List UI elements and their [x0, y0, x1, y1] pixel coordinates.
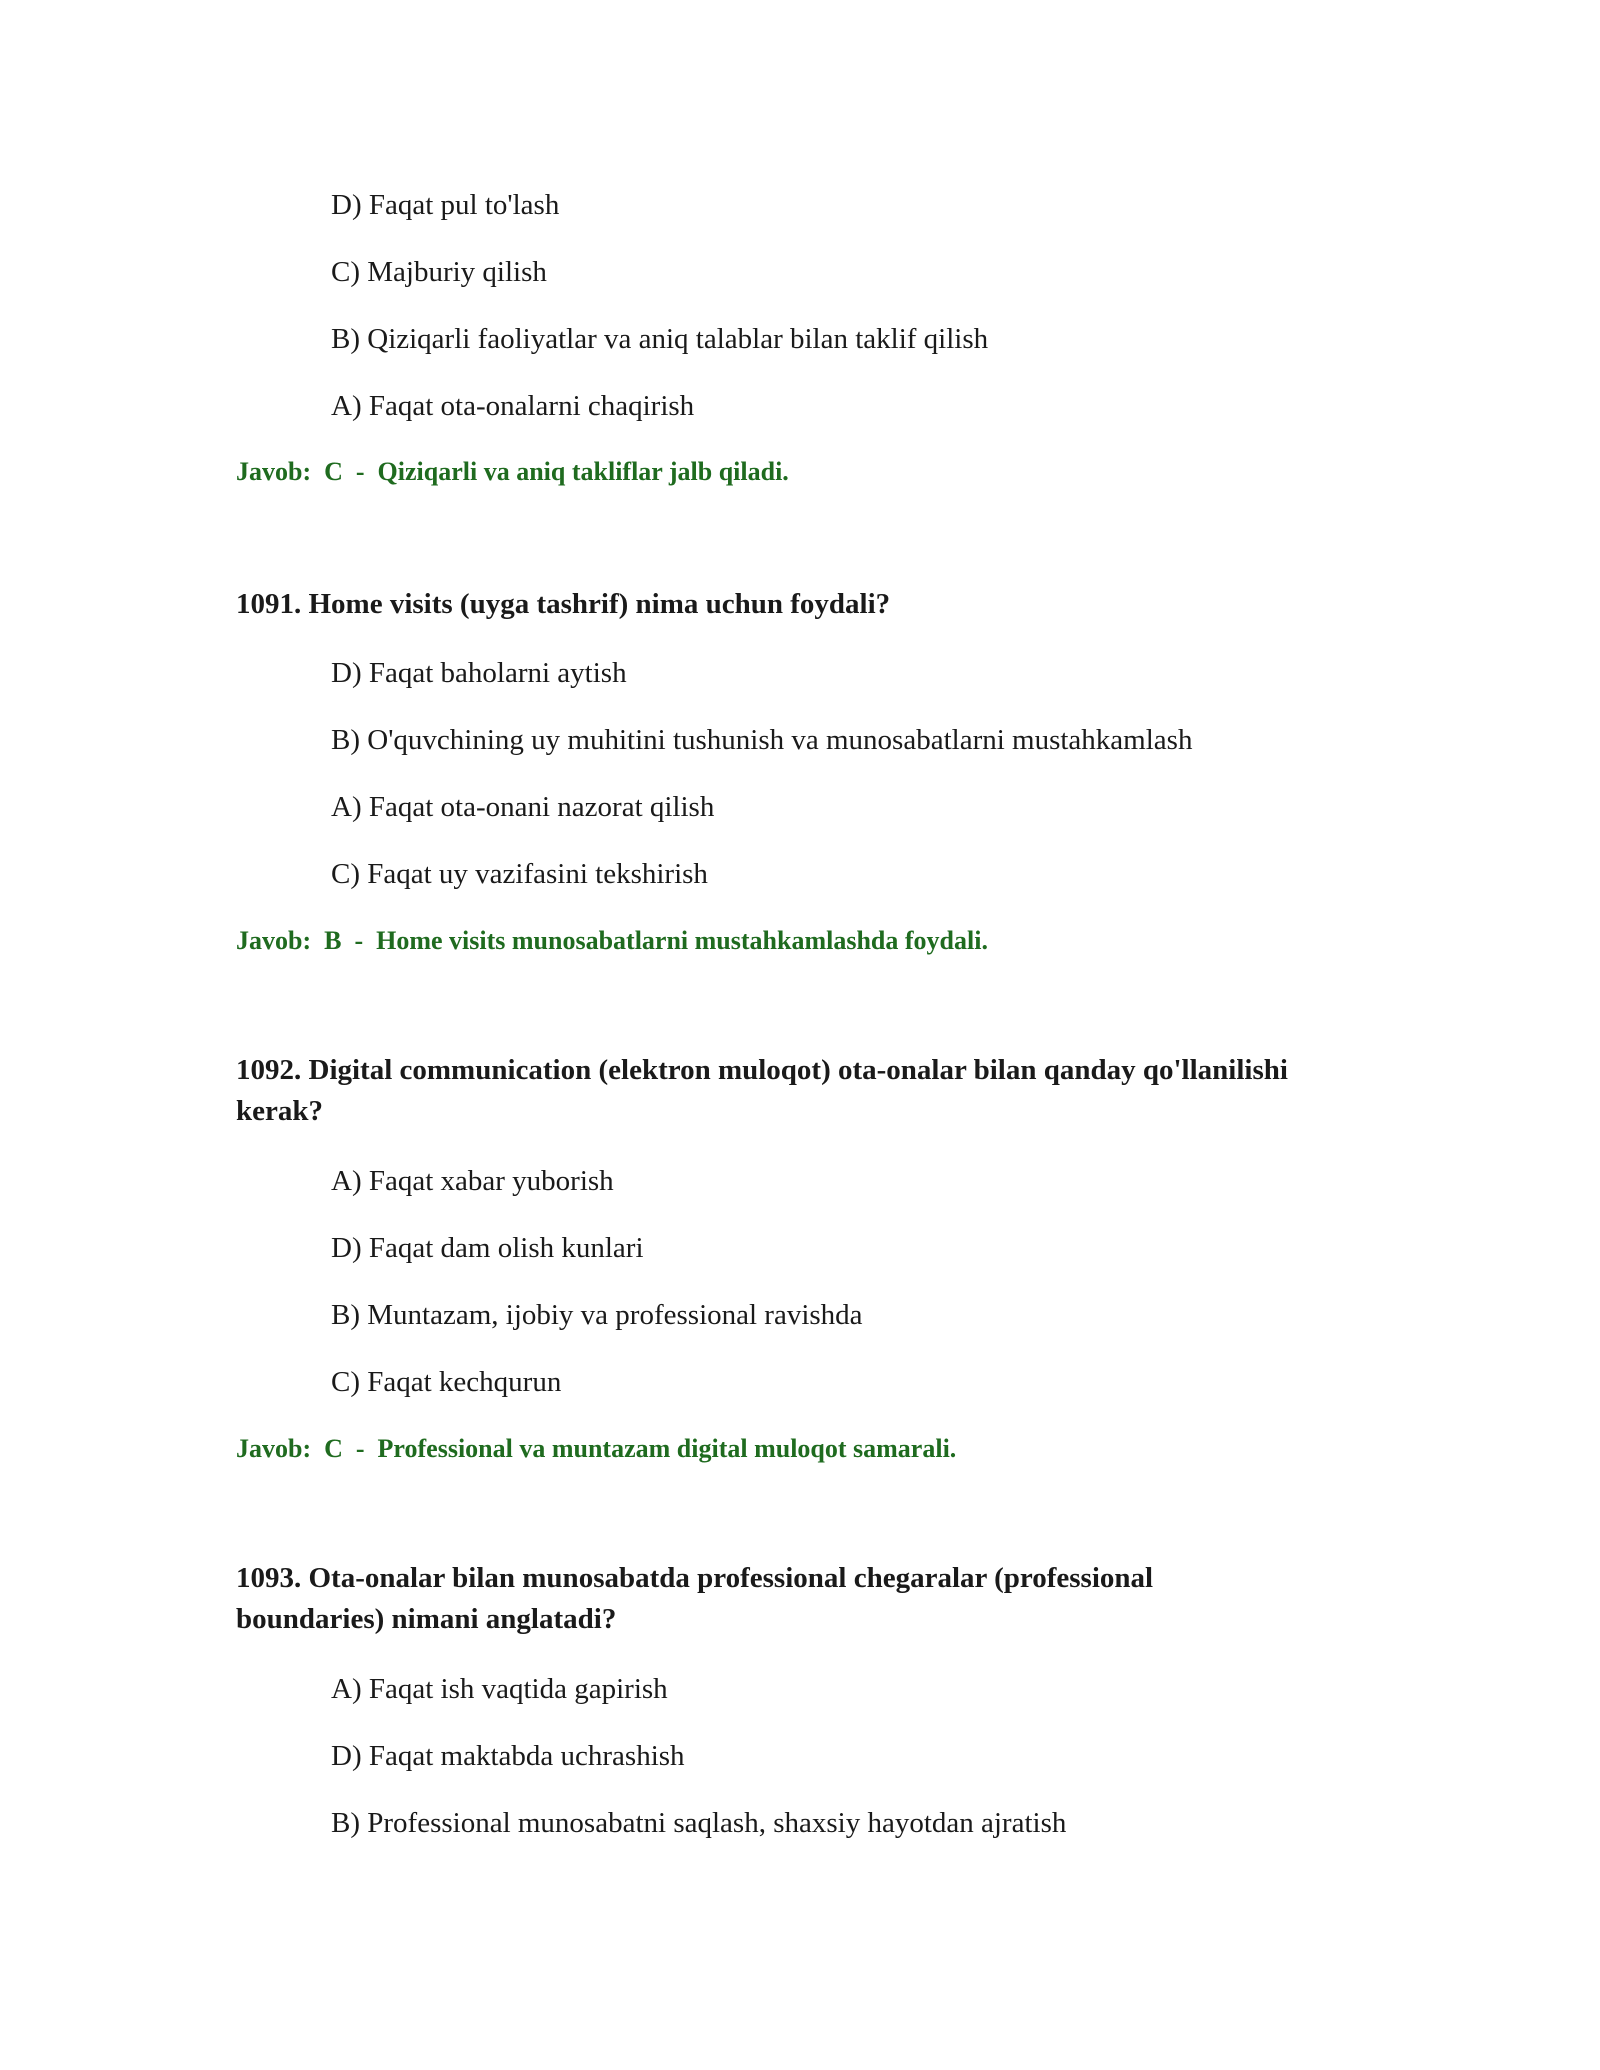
option-c: C) Faqat uy vazifasini tekshirish: [331, 858, 708, 890]
question-number: 1093.: [236, 1562, 302, 1594]
option-a: A) Faqat ota-onani nazorat qilish: [331, 791, 715, 823]
question-1093: [236, 1558, 1296, 1640]
option-d: D) Faqat maktabda uchrashish: [331, 1740, 685, 1772]
option-c: C) Majburiy qilish: [331, 256, 547, 288]
answer-line: Javob: C - Qiziqarli va aniq takliflar jalb qiladi.: [236, 457, 789, 486]
option-c: C) Faqat kechqurun: [331, 1366, 562, 1398]
option-d: D) Faqat baholarni aytish: [331, 657, 627, 689]
question-text: Ota-onalar bilan munosabatda professional chegaralar (professional boundaries) nimani anglatadi?: [236, 1562, 1154, 1635]
question-text: Home visits (uyga tashrif) nima uchun foydali?: [308, 588, 891, 620]
question-number: 1092.: [236, 1054, 302, 1086]
answer-line: Javob: B - Home visits munosabatlarni mustahkamlashda foydali.: [236, 926, 988, 955]
option-a: A) Faqat xabar yuborish: [331, 1165, 614, 1197]
question-number: 1091.: [236, 588, 302, 620]
question-text: Digital communication (elektron muloqot) ota-onalar bilan qanday qo'llanilishi kerak?: [236, 1054, 1288, 1127]
question-1091: [236, 584, 1296, 625]
option-b: B) Professional munosabatni saqlash, shaxsiy hayotdan ajratish: [331, 1807, 1067, 1839]
option-b: B) Qiziqarli faoliyatlar va aniq talablar bilan taklif qilish: [331, 323, 989, 355]
question-1092: [236, 1050, 1296, 1132]
option-a: A) Faqat ota-onalarni chaqirish: [331, 390, 695, 422]
option-b: B) O'quvchining uy muhitini tushunish va munosabatlarni mustahkamlash: [331, 724, 1193, 756]
option-d: D) Faqat pul to'lash: [331, 189, 560, 221]
option-b: B) Muntazam, ijobiy va professional ravishda: [331, 1299, 863, 1331]
option-d: D) Faqat dam olish kunlari: [331, 1232, 644, 1264]
option-a: A) Faqat ish vaqtida gapirish: [331, 1673, 668, 1705]
answer-line: Javob: C - Professional va muntazam digital muloqot samarali.: [236, 1434, 957, 1463]
